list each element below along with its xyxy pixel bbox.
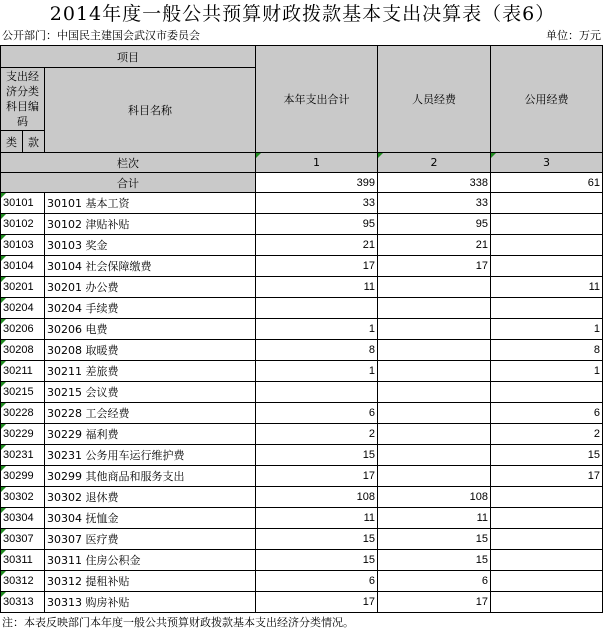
row-subject-name: 30215 会议费 — [45, 382, 256, 403]
table-row — [1, 235, 603, 256]
table-row — [1, 256, 603, 277]
row-subject-name: 30102 津贴补贴 — [45, 214, 256, 235]
table-row — [1, 361, 603, 382]
row-total: 2 — [256, 424, 378, 445]
unit-label: 单位：万元 — [546, 29, 601, 42]
table-row — [1, 277, 603, 298]
row-total: 95 — [256, 214, 378, 235]
expenditure-table — [0, 45, 603, 613]
totals-personnel: 338 — [378, 173, 491, 193]
table-row — [1, 550, 603, 571]
col-number-3: 3 — [491, 153, 603, 173]
table-row — [1, 487, 603, 508]
row-personnel: 15 — [378, 550, 491, 571]
row-total: 21 — [256, 235, 378, 256]
row-personnel: 11 — [378, 508, 491, 529]
row-code: 30299 — [1, 466, 45, 487]
row-personnel — [378, 277, 491, 298]
row-total: 17 — [256, 256, 378, 277]
row-total: 6 — [256, 403, 378, 424]
row-total: 1 — [256, 361, 378, 382]
row-public: 2 — [491, 424, 603, 445]
footnote: 注：本表反映部门本年度一般公共预算财政拨款基本支出经济分类情况。 — [2, 616, 354, 629]
row-public — [491, 193, 603, 214]
row-total: 11 — [256, 277, 378, 298]
table-row — [1, 466, 603, 487]
row-personnel — [378, 424, 491, 445]
row-code: 30312 — [1, 571, 45, 592]
table-row — [1, 445, 603, 466]
header-personnel: 人员经费 — [378, 46, 491, 153]
row-personnel: 33 — [378, 193, 491, 214]
row-subject-name: 30307 医疗费 — [45, 529, 256, 550]
row-code: 30211 — [1, 361, 45, 382]
table-row — [1, 571, 603, 592]
row-code: 30313 — [1, 592, 45, 613]
col-number-2: 2 — [378, 153, 491, 173]
table-row — [1, 382, 603, 403]
row-code: 30103 — [1, 235, 45, 256]
header-total: 本年支出合计 — [256, 46, 378, 153]
row-personnel: 17 — [378, 592, 491, 613]
row-code: 30204 — [1, 298, 45, 319]
row-public: 17 — [491, 466, 603, 487]
row-personnel — [378, 466, 491, 487]
row-personnel — [378, 382, 491, 403]
row-personnel — [378, 445, 491, 466]
row-subject-name: 30201 办公费 — [45, 277, 256, 298]
row-public: 1 — [491, 319, 603, 340]
row-code: 30102 — [1, 214, 45, 235]
row-subject-name: 30299 其他商品和服务支出 — [45, 466, 256, 487]
row-public — [491, 298, 603, 319]
row-public — [491, 235, 603, 256]
row-subject-name: 30228 工会经费 — [45, 403, 256, 424]
row-public — [491, 592, 603, 613]
row-total: 6 — [256, 571, 378, 592]
table-row — [1, 403, 603, 424]
row-subject-name: 30103 奖金 — [45, 235, 256, 256]
totals-public: 61 — [491, 173, 603, 193]
row-total: 11 — [256, 508, 378, 529]
row-code: 30304 — [1, 508, 45, 529]
row-personnel: 95 — [378, 214, 491, 235]
row-subject-name: 30311 住房公积金 — [45, 550, 256, 571]
totals-label: 合计 — [1, 173, 256, 193]
row-personnel: 17 — [378, 256, 491, 277]
row-public — [491, 529, 603, 550]
row-subject-name: 30229 福利费 — [45, 424, 256, 445]
row-code: 30302 — [1, 487, 45, 508]
row-personnel — [378, 319, 491, 340]
row-code: 30307 — [1, 529, 45, 550]
row-subject-name: 30208 取暖费 — [45, 340, 256, 361]
row-public — [491, 550, 603, 571]
row-public: 6 — [491, 403, 603, 424]
row-public: 15 — [491, 445, 603, 466]
department-label: 公开部门：中国民主建国会武汉市委员会 — [2, 29, 200, 42]
row-total: 33 — [256, 193, 378, 214]
row-total: 17 — [256, 466, 378, 487]
totals-total: 399 — [256, 173, 378, 193]
row-subject-name: 30304 抚恤金 — [45, 508, 256, 529]
row-personnel — [378, 298, 491, 319]
table-row — [1, 529, 603, 550]
header-econ-code: 支出经济分类科目编码 — [1, 68, 45, 131]
row-personnel: 108 — [378, 487, 491, 508]
row-total: 17 — [256, 592, 378, 613]
table-row — [1, 298, 603, 319]
row-personnel — [378, 340, 491, 361]
header-kuan: 款 — [23, 131, 45, 153]
row-subject-name: 30211 差旅费 — [45, 361, 256, 382]
row-subject-name: 30101 基本工资 — [45, 193, 256, 214]
row-public: 8 — [491, 340, 603, 361]
row-public — [491, 382, 603, 403]
header-public: 公用经费 — [491, 46, 603, 153]
table-row — [1, 193, 603, 214]
header-subject-name: 科目名称 — [45, 68, 256, 153]
row-subject-name: 30313 购房补贴 — [45, 592, 256, 613]
row-subject-name: 30312 提租补贴 — [45, 571, 256, 592]
row-subject-name: 30204 手续费 — [45, 298, 256, 319]
row-personnel — [378, 403, 491, 424]
row-code: 30228 — [1, 403, 45, 424]
table-row — [1, 592, 603, 613]
page-title: 2014年度一般公共预算财政拨款基本支出决算表（表6） — [49, 3, 556, 25]
row-code: 30231 — [1, 445, 45, 466]
row-public: 11 — [491, 277, 603, 298]
row-code: 30229 — [1, 424, 45, 445]
header-item: 项目 — [1, 46, 256, 68]
table-row — [1, 508, 603, 529]
row-public — [491, 214, 603, 235]
row-subject-name: 30302 退休费 — [45, 487, 256, 508]
row-public: 1 — [491, 361, 603, 382]
row-code: 30215 — [1, 382, 45, 403]
row-personnel — [378, 361, 491, 382]
row-personnel: 21 — [378, 235, 491, 256]
row-personnel: 15 — [378, 529, 491, 550]
table-row — [1, 214, 603, 235]
row-total: 1 — [256, 319, 378, 340]
row-total: 15 — [256, 550, 378, 571]
row-total: 108 — [256, 487, 378, 508]
row-total: 15 — [256, 529, 378, 550]
row-subject-name: 30104 社会保障缴费 — [45, 256, 256, 277]
col-number-1: 1 — [256, 153, 378, 173]
row-total — [256, 298, 378, 319]
row-public — [491, 487, 603, 508]
row-subject-name: 30206 电费 — [45, 319, 256, 340]
row-public — [491, 508, 603, 529]
row-subject-name: 30231 公务用车运行维护费 — [45, 445, 256, 466]
table-row — [1, 340, 603, 361]
lanci-label: 栏次 — [1, 153, 256, 173]
row-total: 15 — [256, 445, 378, 466]
row-public — [491, 256, 603, 277]
row-code: 30101 — [1, 193, 45, 214]
lanci-row — [1, 153, 603, 173]
row-total: 8 — [256, 340, 378, 361]
row-personnel: 6 — [378, 571, 491, 592]
row-code: 30311 — [1, 550, 45, 571]
header-row-1 — [1, 46, 603, 68]
row-code: 30208 — [1, 340, 45, 361]
row-total — [256, 382, 378, 403]
row-code: 30201 — [1, 277, 45, 298]
table-body — [1, 46, 603, 613]
header-lei: 类 — [1, 131, 23, 153]
row-code: 30206 — [1, 319, 45, 340]
row-code: 30104 — [1, 256, 45, 277]
table-row — [1, 424, 603, 445]
row-public — [491, 571, 603, 592]
totals-row — [1, 173, 603, 193]
table-row — [1, 319, 603, 340]
